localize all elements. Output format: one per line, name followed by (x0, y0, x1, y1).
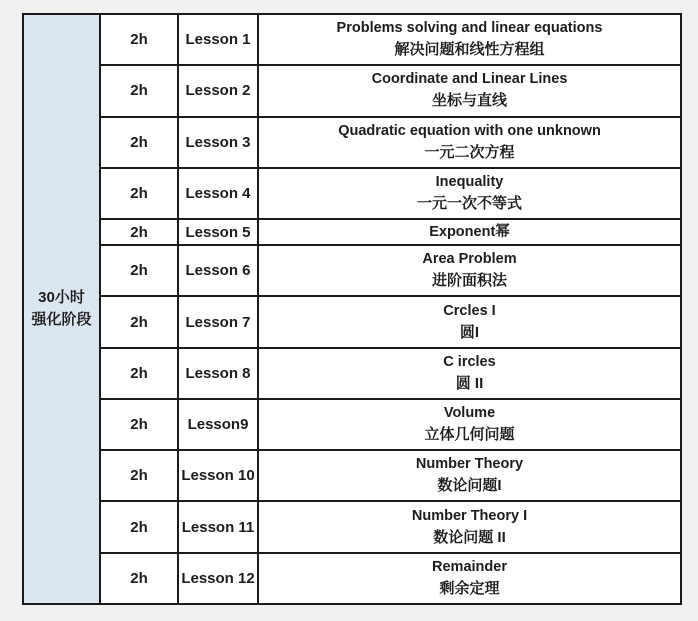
hours-cell: 2h (100, 553, 178, 604)
topic-cell (258, 501, 681, 552)
topic-chinese: 立体几何问题 (424, 426, 515, 444)
topic-cell (258, 219, 681, 245)
topic-cell (258, 168, 681, 219)
topic-chinese: 解决问题和线性方程组 (394, 41, 545, 59)
topic-english: Coordinate and Linear Lines (371, 71, 568, 88)
topic-english: Exponent幂 (429, 223, 510, 240)
topic-english: Number Theory I (411, 507, 528, 524)
course-schedule-table (22, 13, 682, 605)
topic-cell (258, 553, 681, 604)
table-row (23, 117, 681, 168)
topic-cell (258, 348, 681, 399)
hours-cell: 2h (100, 168, 178, 219)
hours-cell: 2h (100, 399, 178, 450)
topic-english: Inequality (435, 173, 504, 190)
topic-cell (258, 245, 681, 296)
table-row (23, 348, 681, 399)
lesson-cell: Lesson 12 (178, 553, 258, 604)
topic-chinese: 圆 II (455, 374, 484, 392)
lesson-cell: Lesson 4 (178, 168, 258, 219)
table-row (23, 450, 681, 501)
topic-english: Quadratic equation with one unknown (338, 122, 601, 139)
topic-cell (258, 14, 681, 65)
hours-cell: 2h (100, 245, 178, 296)
stage-cell (23, 14, 100, 604)
table-row (23, 219, 681, 245)
table-row (23, 501, 681, 552)
topic-english: Number Theory (415, 456, 524, 473)
topic-chinese: 圆I (459, 323, 480, 341)
lesson-cell: Lesson 3 (178, 117, 258, 168)
topic-chinese: 一元一次不等式 (416, 194, 522, 212)
hours-cell: 2h (100, 296, 178, 347)
topic-chinese: 剩余定理 (439, 579, 500, 597)
lesson-cell: Lesson9 (178, 399, 258, 450)
schedule-body (23, 14, 681, 604)
table-row (23, 245, 681, 296)
table-row (23, 168, 681, 219)
stage-label-line2: 强化阶段 (31, 311, 92, 328)
topic-english: Area Problem (422, 251, 517, 268)
topic-cell (258, 117, 681, 168)
topic-english: C ircles (443, 353, 496, 370)
topic-cell (258, 399, 681, 450)
hours-cell: 2h (100, 219, 178, 245)
topic-english: Remainder (432, 558, 507, 575)
topic-chinese: 一元二次方程 (424, 143, 515, 161)
lesson-cell: Lesson 5 (178, 219, 258, 245)
topic-cell (258, 65, 681, 116)
hours-cell: 2h (100, 450, 178, 501)
lesson-cell: Lesson 7 (178, 296, 258, 347)
table-row (23, 65, 681, 116)
stage-label-line1: 30小时 (38, 289, 85, 306)
topic-chinese: 数论问题I (437, 477, 502, 495)
table-row (23, 296, 681, 347)
hours-cell: 2h (100, 501, 178, 552)
hours-cell: 2h (100, 14, 178, 65)
lesson-cell: Lesson 2 (178, 65, 258, 116)
topic-cell (258, 296, 681, 347)
lesson-cell: Lesson 6 (178, 245, 258, 296)
lesson-cell: Lesson 11 (178, 501, 258, 552)
table-row (23, 399, 681, 450)
topic-english: Crcles I (443, 302, 496, 319)
topic-english: Volume (443, 405, 496, 422)
topic-english: Problems solving and linear equations (336, 20, 603, 37)
lesson-cell: Lesson 1 (178, 14, 258, 65)
lesson-cell: Lesson 10 (178, 450, 258, 501)
hours-cell: 2h (100, 348, 178, 399)
table-row (23, 553, 681, 604)
table-row (23, 14, 681, 65)
hours-cell: 2h (100, 65, 178, 116)
topic-chinese: 进阶面积法 (431, 272, 507, 290)
hours-cell: 2h (100, 117, 178, 168)
topic-chinese: 数论问题 II (433, 528, 506, 546)
topic-chinese: 坐标与直线 (431, 92, 507, 110)
lesson-cell: Lesson 8 (178, 348, 258, 399)
topic-cell (258, 450, 681, 501)
